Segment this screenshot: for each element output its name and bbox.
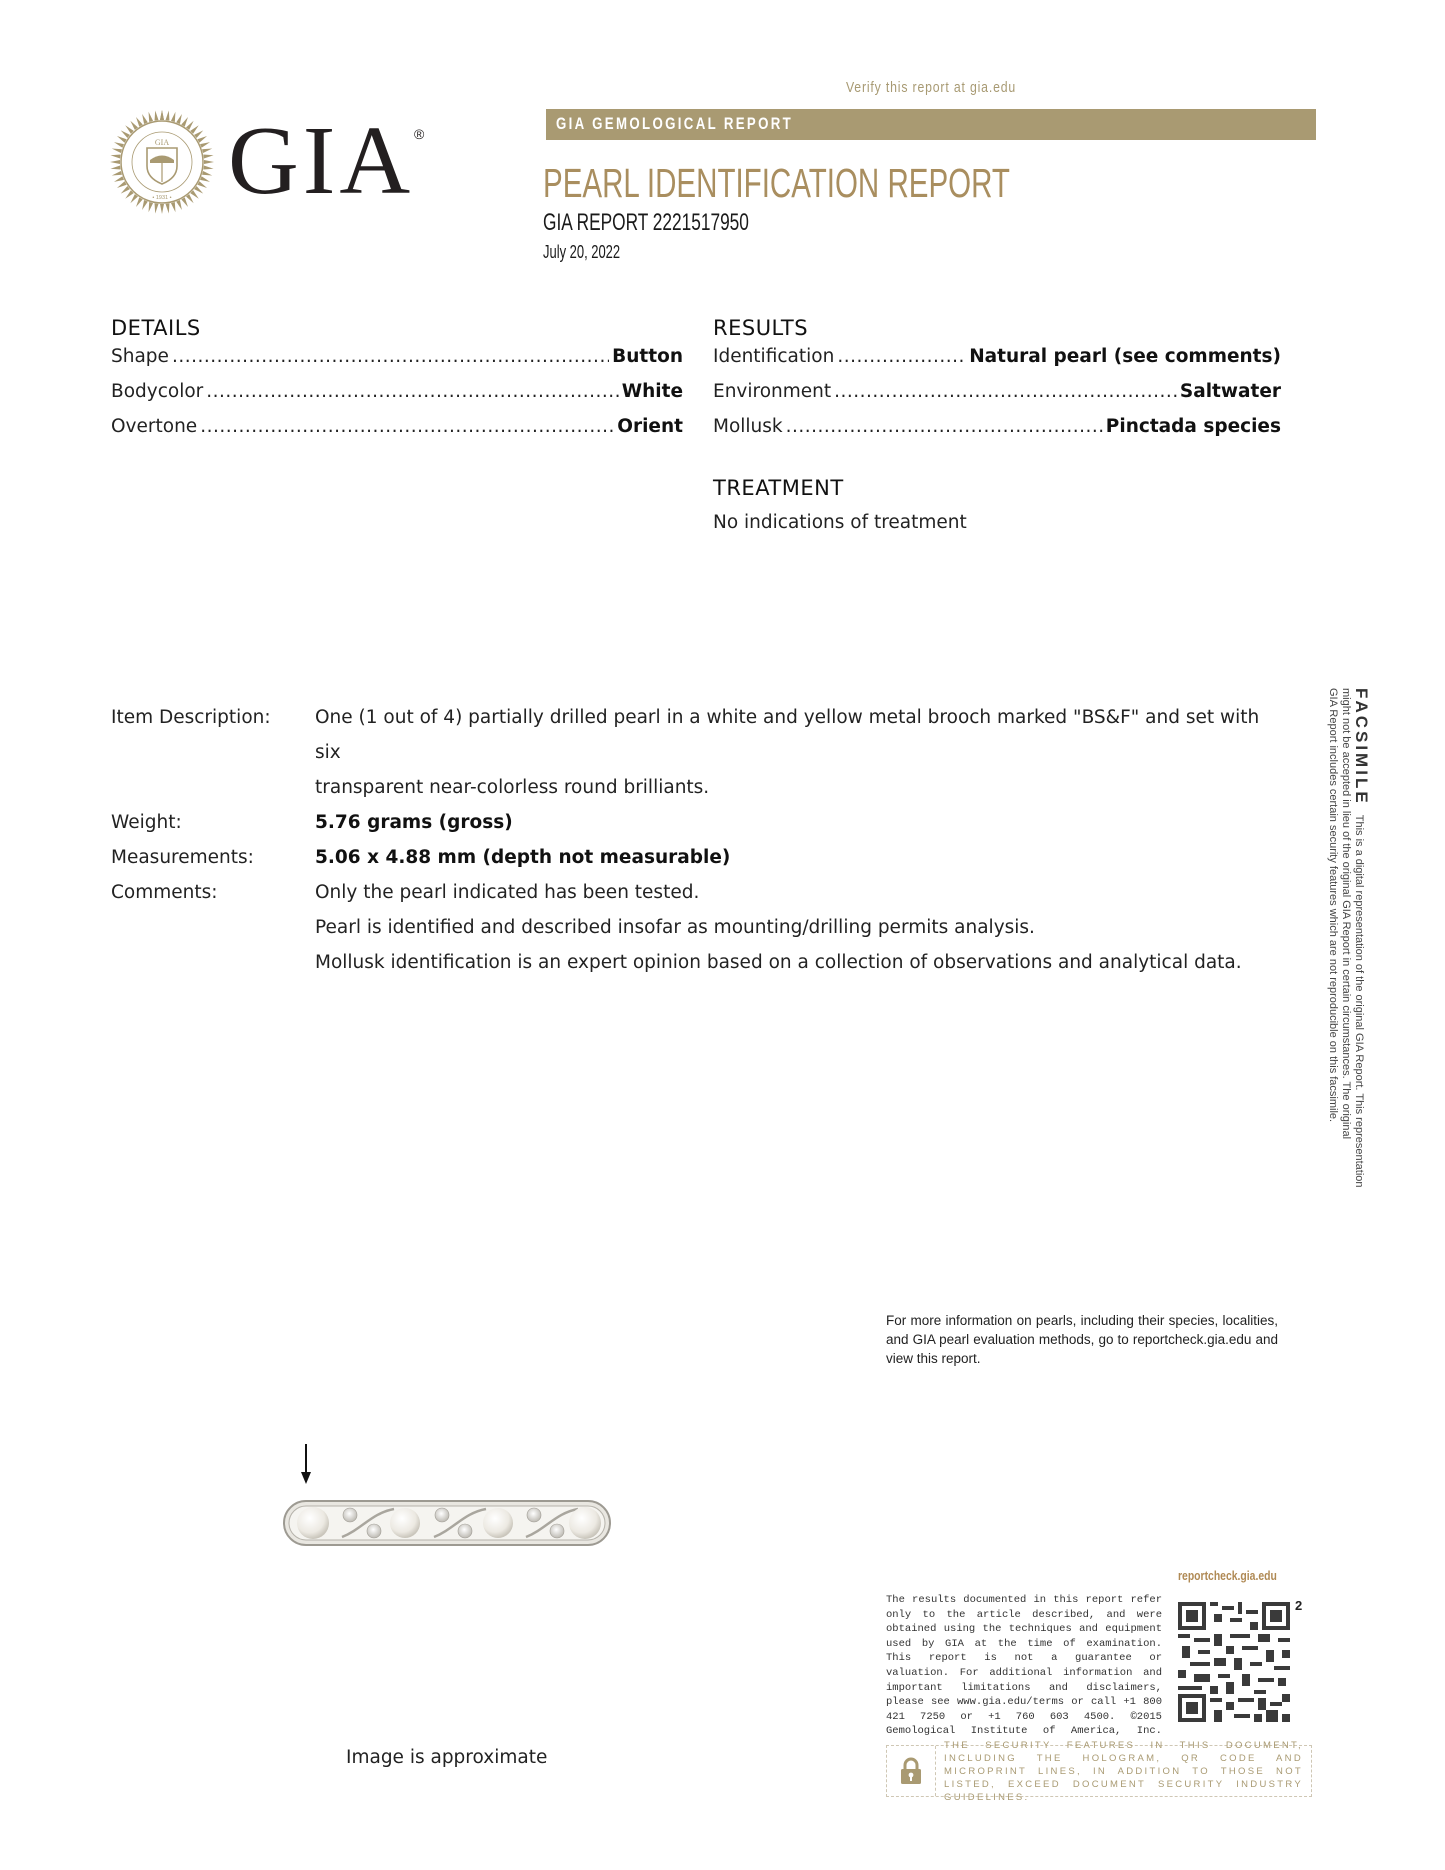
result-value: Saltwater: [1179, 381, 1281, 402]
comment-line: Pearl is identified and described insofar as mounting/drilling permits analysis.: [315, 917, 1035, 938]
treatment-heading: TREATMENT: [713, 476, 844, 500]
leader-dots: [837, 346, 966, 367]
detail-row-bodycolor: [111, 381, 683, 416]
detail-label: Overtone: [111, 416, 198, 437]
more-info-text: For more information on pearls, including their species, localities, and GIA pearl evaluation methods, go to reportcheck.gia.edu and view this report.: [886, 1313, 1278, 1366]
weight-row: [111, 805, 1271, 840]
leader-dots: [200, 416, 614, 437]
page-number: 2: [1295, 1598, 1303, 1613]
facsimile-line: might not be accepted in lieu of the original GIA Report in certain circumstances. The original: [1340, 688, 1352, 1140]
results-heading: RESULTS: [713, 316, 809, 340]
reportcheck-link[interactable]: reportcheck.gia.edu: [1178, 1568, 1277, 1583]
detail-value: White: [621, 381, 683, 402]
results-section: [713, 316, 1281, 451]
comments-label: Comments:: [111, 882, 218, 903]
disclaimer-text: The results documented in this report refer only to the article described, and were obtained using the techniques and equipment used by GIA at the time of examination. This report is not a guarantee or valuation. For additional information and important limitations and disclaimers, please see www.gia.edu/terms or call +1 800 421 7250 or +1 760 603 4500. ©2015 Gemological Institute of America, Inc.: [886, 1594, 1162, 1738]
result-value: Pinctada species: [1105, 416, 1281, 437]
comments-row: [111, 875, 1271, 980]
result-label: Mollusk: [713, 416, 783, 437]
item-description-line: transparent near-colorless round brilliants.: [315, 777, 710, 798]
leader-dots: [786, 416, 1103, 437]
result-row-mollusk: [713, 416, 1281, 451]
measurements-value: 5.06 x 4.88 mm (depth not measurable): [315, 847, 731, 868]
detail-label: Shape: [111, 346, 169, 367]
detail-label: Bodycolor: [111, 381, 204, 402]
gia-seal-icon: [110, 110, 214, 214]
treatment-section: [713, 476, 1281, 533]
weight-label: Weight:: [111, 812, 182, 833]
security-text: THE SECURITY FEATURES IN THIS DOCUMENT, INCLUDING THE HOLOGRAM, QR CODE AND MICROPRINT LINES, IN ADDITION TO THOSE NOT LISTED, EXCEED DOCUMENT SECURITY INDUSTRY GUIDELINES.: [944, 1739, 1303, 1803]
brooch-image: [282, 1499, 612, 1547]
result-label: Environment: [713, 381, 832, 402]
svg-text:GIA: GIA: [154, 138, 170, 147]
detail-value: Button: [612, 346, 683, 367]
comment-line: Mollusk identification is an expert opinion based on a collection of observations and analytical data.: [315, 952, 1242, 973]
measurements-row: [111, 840, 1271, 875]
result-row-identification: [713, 346, 1281, 381]
facsimile-line: GIA Report includes certain security features which are not reproducible on this facsimile.: [1327, 688, 1339, 1123]
detail-row-overtone: [111, 416, 683, 451]
report-title: PEARL IDENTIFICATION REPORT: [543, 160, 1010, 206]
measurements-label: Measurements:: [111, 847, 254, 868]
item-info: [111, 700, 1271, 980]
result-label: Identification: [713, 346, 835, 367]
svg-text:• 1931 •: • 1931 •: [152, 195, 172, 201]
result-value: Natural pearl (see comments): [969, 346, 1281, 367]
details-heading: DETAILS: [111, 316, 201, 340]
weight-value: 5.76 grams (gross): [315, 812, 513, 833]
treatment-text: No indications of treatment: [713, 512, 967, 533]
leader-dots: [206, 381, 618, 402]
report-date: July 20, 2022: [543, 242, 621, 262]
down-arrow-icon: [300, 1444, 312, 1484]
verify-link[interactable]: Verify this report at gia.edu: [845, 79, 1017, 96]
security-notice: [886, 1739, 1312, 1803]
image-caption: Image is approximate: [346, 1747, 548, 1768]
detail-row-shape: [111, 346, 683, 381]
detail-value: Orient: [617, 416, 683, 437]
facsimile-title: FACSIMILE: [1352, 688, 1371, 806]
facsimile-line: This is a digital representation of the original GIA Report. This representation: [1353, 814, 1365, 1188]
leader-dots: [834, 381, 1177, 402]
comment-line: Only the pearl indicated has been tested.: [315, 882, 700, 903]
item-description-line: One (1 out of 4) partially drilled pearl in a white and yellow metal brooch marked "BS&F" and set with six: [315, 707, 1260, 763]
result-row-environment: [713, 381, 1281, 416]
report-number: GIA REPORT 2221517950: [543, 209, 749, 236]
registered-trademark: ®: [414, 126, 425, 142]
item-description-label: Item Description:: [111, 707, 271, 728]
item-description-row: [111, 700, 1271, 805]
leader-dots: [172, 346, 609, 367]
qr-code-icon[interactable]: [1178, 1602, 1290, 1722]
facsimile-notice: [1326, 688, 1371, 1188]
details-section: [111, 316, 683, 451]
report-type-label: GIA GEMOLOGICAL REPORT: [556, 114, 794, 133]
gia-logo-wordmark: GIA: [228, 107, 415, 215]
padlock-icon: [887, 1746, 936, 1796]
